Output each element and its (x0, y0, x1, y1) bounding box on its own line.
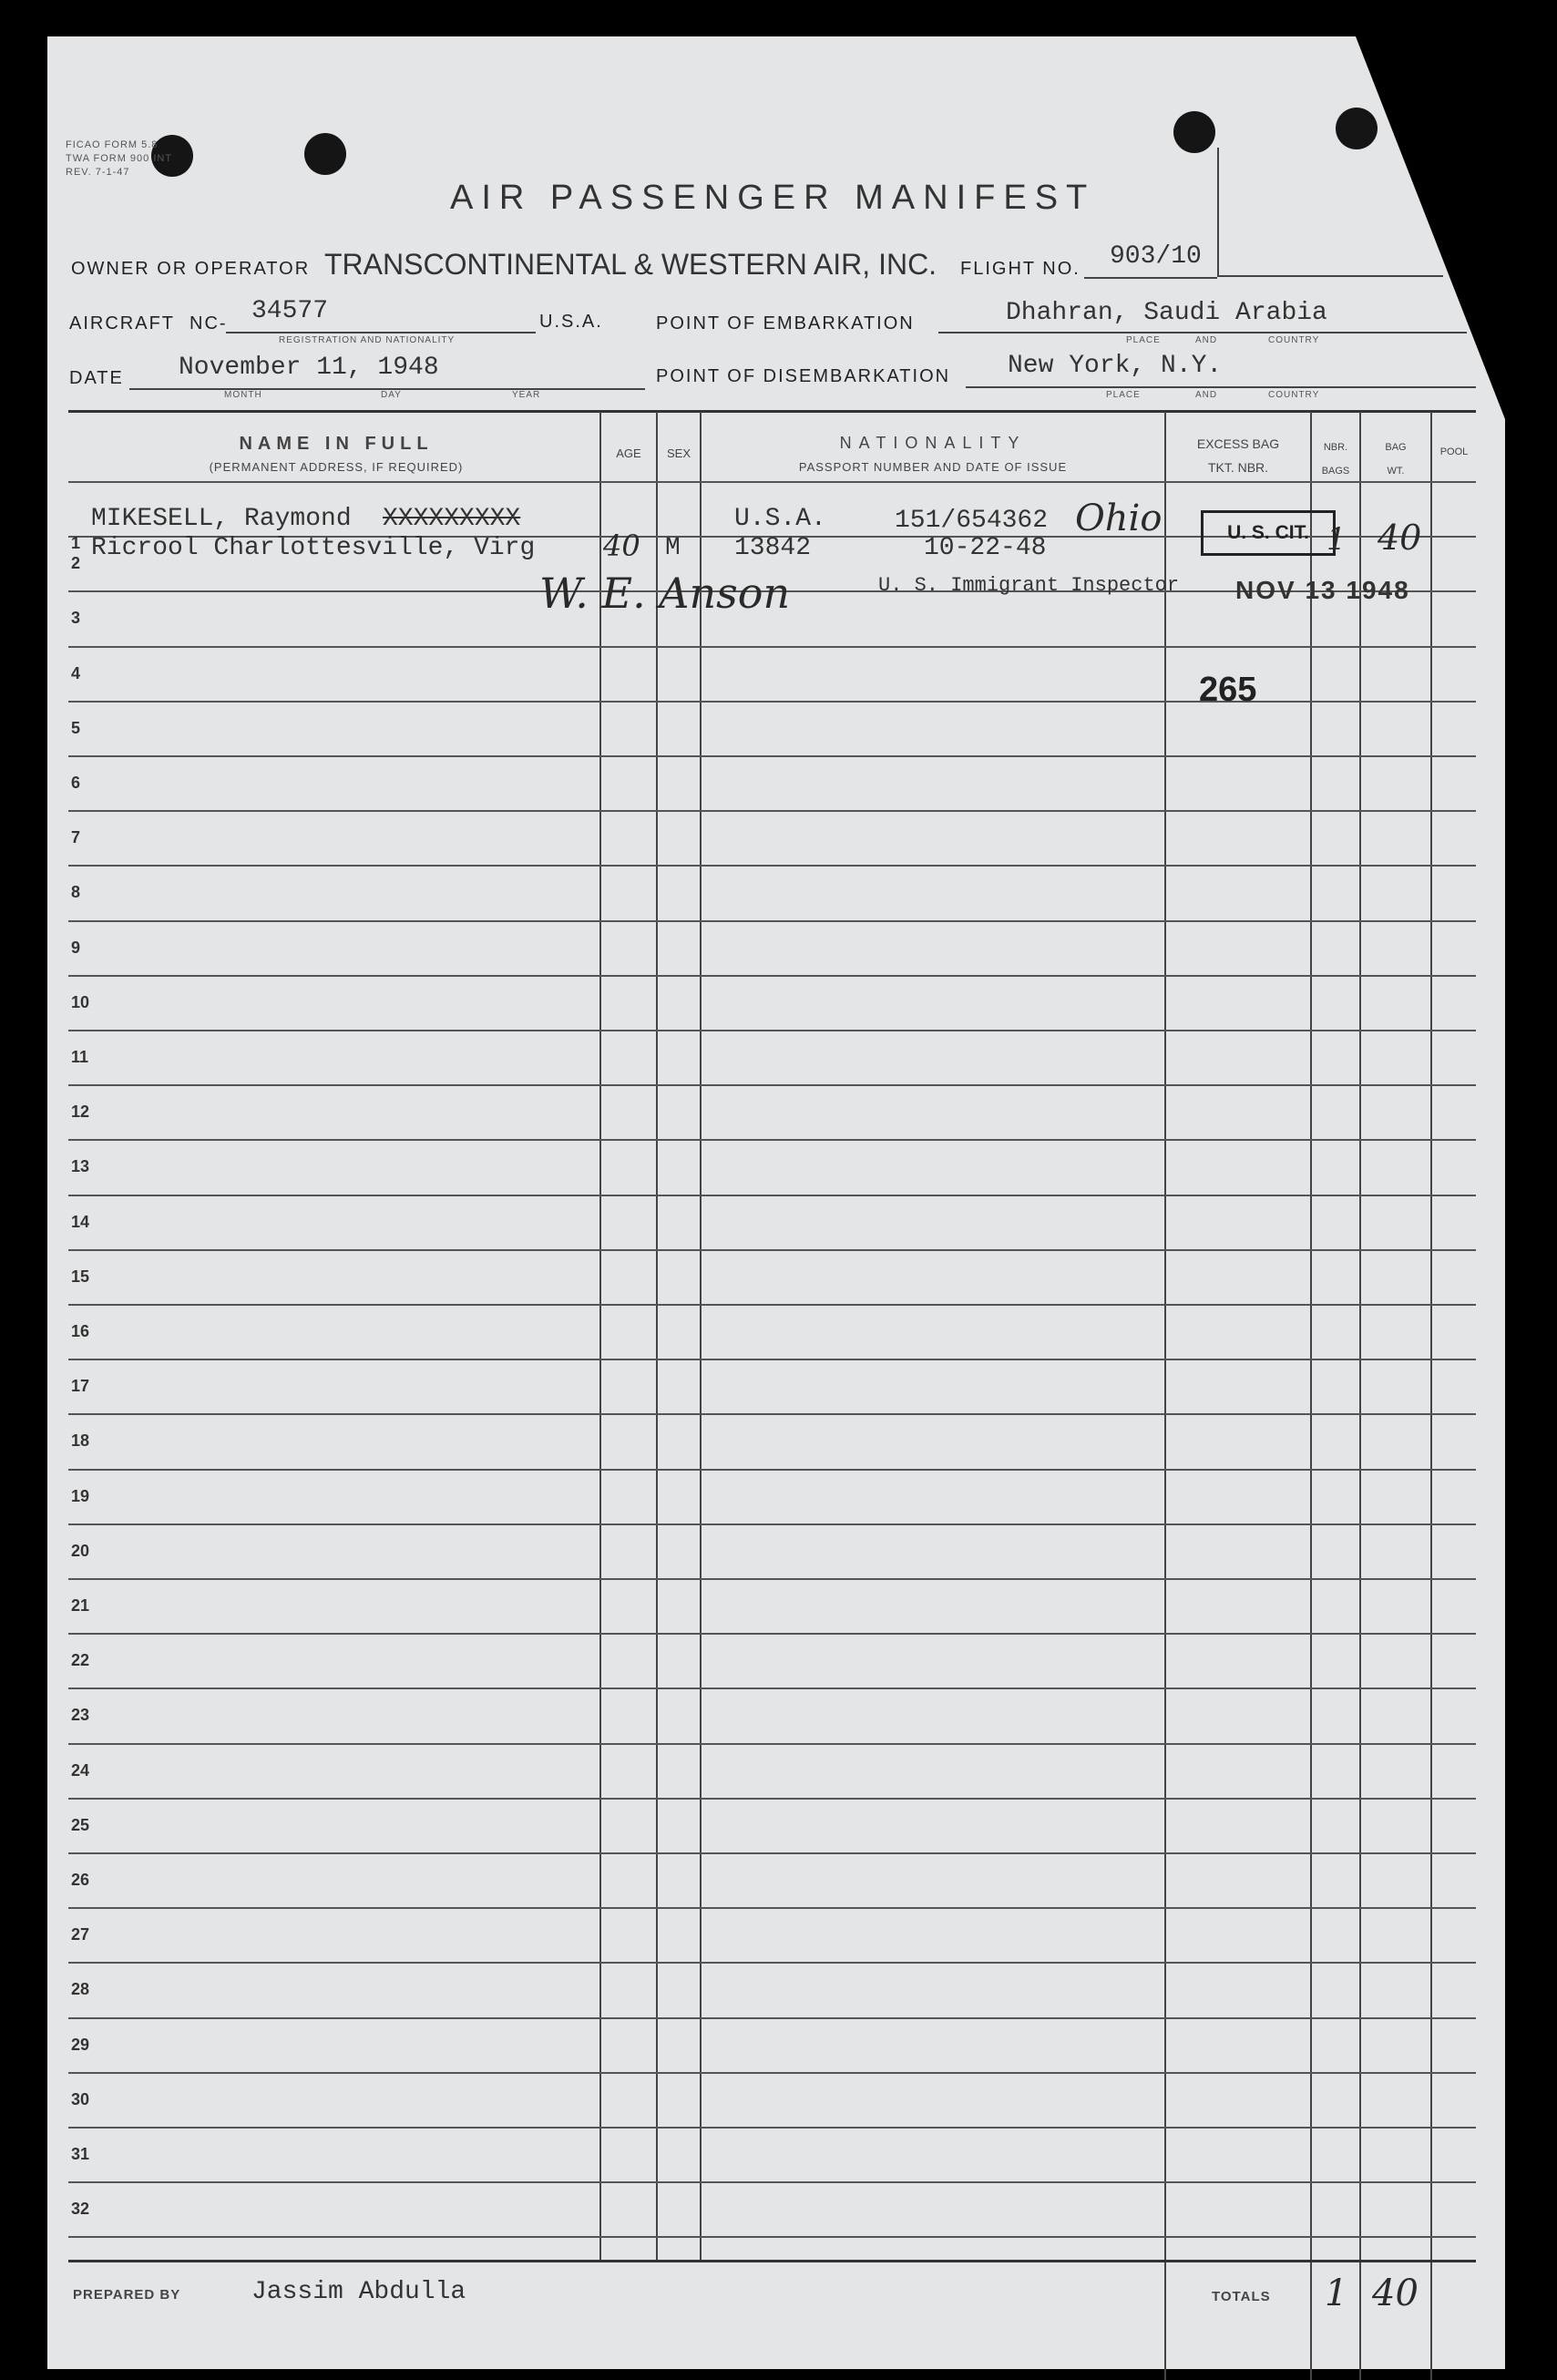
col-header-bag-line: BAG (1385, 442, 1407, 453)
row-line (68, 1907, 1476, 1909)
row-line (68, 1578, 1476, 1580)
inspection-number: 265 (1199, 671, 1257, 709)
row-number: 27 (71, 1925, 90, 1944)
col-header-sex: SEX (666, 446, 691, 460)
aircraft-value: 34577 (251, 297, 329, 325)
row-number: 24 (71, 1761, 90, 1780)
country-caption: COUNTRY (1268, 390, 1320, 400)
row-number: 15 (71, 1267, 90, 1286)
row-number: 4 (71, 664, 81, 682)
row-line (68, 2072, 1476, 2074)
row-line (68, 2017, 1476, 2019)
row-number: 14 (71, 1213, 90, 1231)
form-id-line: FICAO FORM 5.8 (66, 139, 159, 150)
row-number: 19 (71, 1487, 90, 1505)
totals-weight: 40 (1372, 2272, 1419, 2314)
col-header-age: AGE (616, 446, 641, 460)
col-header-pool: POOL (1439, 446, 1469, 457)
passenger-address: Ricrool Charlottesville, Virg (91, 534, 536, 562)
form-id-line: TWA FORM 900 INT (66, 153, 173, 164)
owner-label: OWNER OR OPERATOR (71, 259, 311, 279)
col-header-tkt-line: TKT. NBR. (1207, 460, 1269, 475)
row-line (68, 646, 1476, 648)
row-number: 10 (71, 993, 90, 1011)
col-header-excess-bag (1166, 432, 1310, 479)
row-number: 13 (71, 1157, 90, 1175)
inspection-date-stamp: NOV 13 1948 (1235, 576, 1410, 604)
row-line (68, 1249, 1476, 1251)
flight-value: 903/10 (1110, 242, 1202, 271)
row-line (68, 701, 1476, 703)
row-number: 21 (71, 1596, 90, 1615)
passenger-sex: M (665, 534, 681, 562)
row-line (68, 1195, 1476, 1196)
day-caption: DAY (381, 390, 402, 400)
row-number: 20 (71, 1542, 90, 1560)
row-number: 2 (71, 554, 81, 572)
date-value: November 11, 1948 (179, 354, 439, 382)
punch-hole (304, 133, 346, 175)
row-line (68, 1084, 1476, 1086)
embark-underline (938, 332, 1467, 333)
disembark-underline (966, 386, 1476, 388)
corner-box (1217, 148, 1443, 277)
row-line (68, 755, 1476, 757)
col-header-excess-bag-line: EXCESS BAG (1196, 436, 1280, 451)
row-line (68, 481, 1476, 483)
punch-hole (1336, 108, 1378, 149)
col-divider (700, 412, 702, 2260)
row-number: 31 (71, 2145, 90, 2163)
registration-caption: REGISTRATION AND NATIONALITY (279, 335, 456, 345)
row-number: 32 (71, 2200, 90, 2218)
passport-id: 13842 (734, 534, 812, 562)
place-caption: PLACE (1126, 335, 1161, 345)
form-id (66, 138, 172, 180)
row-line (68, 1523, 1476, 1525)
row-line (68, 1030, 1476, 1031)
row-number: 16 (71, 1322, 90, 1340)
row-number: 17 (71, 1377, 90, 1395)
row-number: 3 (71, 609, 81, 627)
row-number: 18 (71, 1431, 90, 1450)
row-number: 23 (71, 1706, 90, 1724)
passenger-nationality: U.S.A. (734, 505, 826, 533)
row-number: 9 (71, 939, 81, 957)
totals-bags: 1 (1325, 2272, 1348, 2314)
form-title: AIR PASSENGER MANIFEST (450, 179, 1096, 217)
disembark-value: New York, N.Y. (1008, 352, 1223, 380)
prepared-by-label: PREPARED BY (73, 2287, 181, 2303)
row-line (68, 1743, 1476, 1745)
row-line (68, 1688, 1476, 1689)
month-caption: MONTH (224, 390, 262, 400)
row-number: 25 (71, 1816, 90, 1834)
row-line (68, 1962, 1476, 1964)
place-caption: PLACE (1106, 390, 1141, 400)
row-line (68, 810, 1476, 812)
col-header-nationality-sub: PASSPORT NUMBER AND DATE OF ISSUE (798, 460, 1068, 474)
row-line (68, 1469, 1476, 1471)
row-line (68, 2127, 1476, 2129)
row-number: 30 (71, 2090, 90, 2108)
row-number: 11 (71, 1048, 89, 1066)
col-divider (1310, 412, 1312, 2380)
aircraft-prefix: NC- (190, 313, 228, 333)
date-label: DATE (69, 368, 124, 388)
aircraft-label: AIRCRAFT (69, 313, 175, 333)
row-line (68, 975, 1476, 977)
col-header-bags-line: BAGS (1321, 466, 1350, 477)
col-header-nbr-bags (1312, 436, 1359, 483)
year-caption: YEAR (512, 390, 541, 400)
col-divider (1359, 412, 1361, 2380)
row-line (68, 1359, 1476, 1360)
flight-label: FLIGHT NO. (960, 259, 1081, 279)
col-divider (1164, 412, 1166, 2380)
col-header-nationality (702, 434, 1164, 474)
struck-text: XXXXXXXXX (383, 505, 521, 533)
row-line (68, 920, 1476, 922)
issue-date: 10-22-48 (924, 534, 1047, 562)
country-caption: COUNTRY (1268, 335, 1320, 345)
form-id-line: REV. 7-1-47 (66, 167, 130, 178)
row-number: 6 (71, 774, 81, 792)
col-header-bag-wt (1361, 436, 1430, 483)
col-header-name-sub: (PERMANENT ADDRESS, IF REQUIRED) (209, 460, 464, 474)
col-divider (656, 412, 658, 2260)
row-number: 8 (71, 883, 81, 901)
col-header-nbr-line: NBR. (1323, 442, 1348, 453)
embark-label: POINT OF EMBARKATION (656, 313, 915, 333)
footer-border (68, 2260, 1476, 2262)
table-top-border (68, 410, 1476, 413)
row-number: 28 (71, 1980, 90, 1998)
col-header-wt-line: WT. (1387, 466, 1405, 477)
row-line (68, 1852, 1476, 1854)
and-caption: AND (1195, 390, 1218, 400)
row-line (68, 2181, 1476, 2183)
passenger-age: 40 (603, 528, 640, 563)
row-line (68, 1304, 1476, 1306)
col-divider (1430, 412, 1432, 2380)
bag-count: 1 (1327, 521, 1347, 558)
row-number: 29 (71, 2036, 90, 2054)
aircraft-underline (226, 332, 536, 333)
inspector-title: U. S. Immigrant Inspector (878, 574, 1180, 597)
row-line (68, 1633, 1476, 1635)
handwritten-state: Ohio (1075, 498, 1163, 539)
flight-underline (1084, 277, 1217, 279)
citizen-stamp: U. S. CIT. (1201, 510, 1336, 556)
row-line (68, 865, 1476, 867)
row-line (68, 1413, 1476, 1415)
inspector-signature: W. E. Anson (539, 569, 791, 618)
col-header-name-title: NAME IN FULL (239, 434, 434, 454)
col-header-name (73, 434, 599, 474)
row-number: 5 (71, 719, 81, 737)
row-line (68, 1139, 1476, 1141)
bag-weight: 40 (1378, 518, 1422, 558)
aircraft-country: U.S.A. (539, 312, 603, 332)
and-caption: AND (1195, 335, 1218, 345)
row-number: 1 (71, 534, 81, 552)
punch-hole (1173, 111, 1215, 153)
row-line (68, 2236, 1476, 2238)
owner-value: TRANSCONTINENTAL & WESTERN AIR, INC. (324, 248, 937, 281)
totals-label: TOTALS (1212, 2289, 1271, 2304)
col-divider (599, 412, 601, 2260)
row-number: 26 (71, 1871, 90, 1889)
col-header-nationality-title: NATIONALITY (839, 434, 1027, 452)
row-number: 22 (71, 1651, 90, 1669)
passenger-name: MIKESELL, Raymond (91, 505, 352, 533)
disembark-label: POINT OF DISEMBARKATION (656, 366, 951, 386)
prepared-by-value: Jassim Abdulla (251, 2278, 466, 2306)
embark-value: Dhahran, Saudi Arabia (1006, 299, 1327, 327)
passport-number: 151/654362 (895, 507, 1049, 535)
row-line (68, 1798, 1476, 1800)
row-number: 12 (71, 1103, 90, 1121)
row-number: 7 (71, 828, 81, 846)
